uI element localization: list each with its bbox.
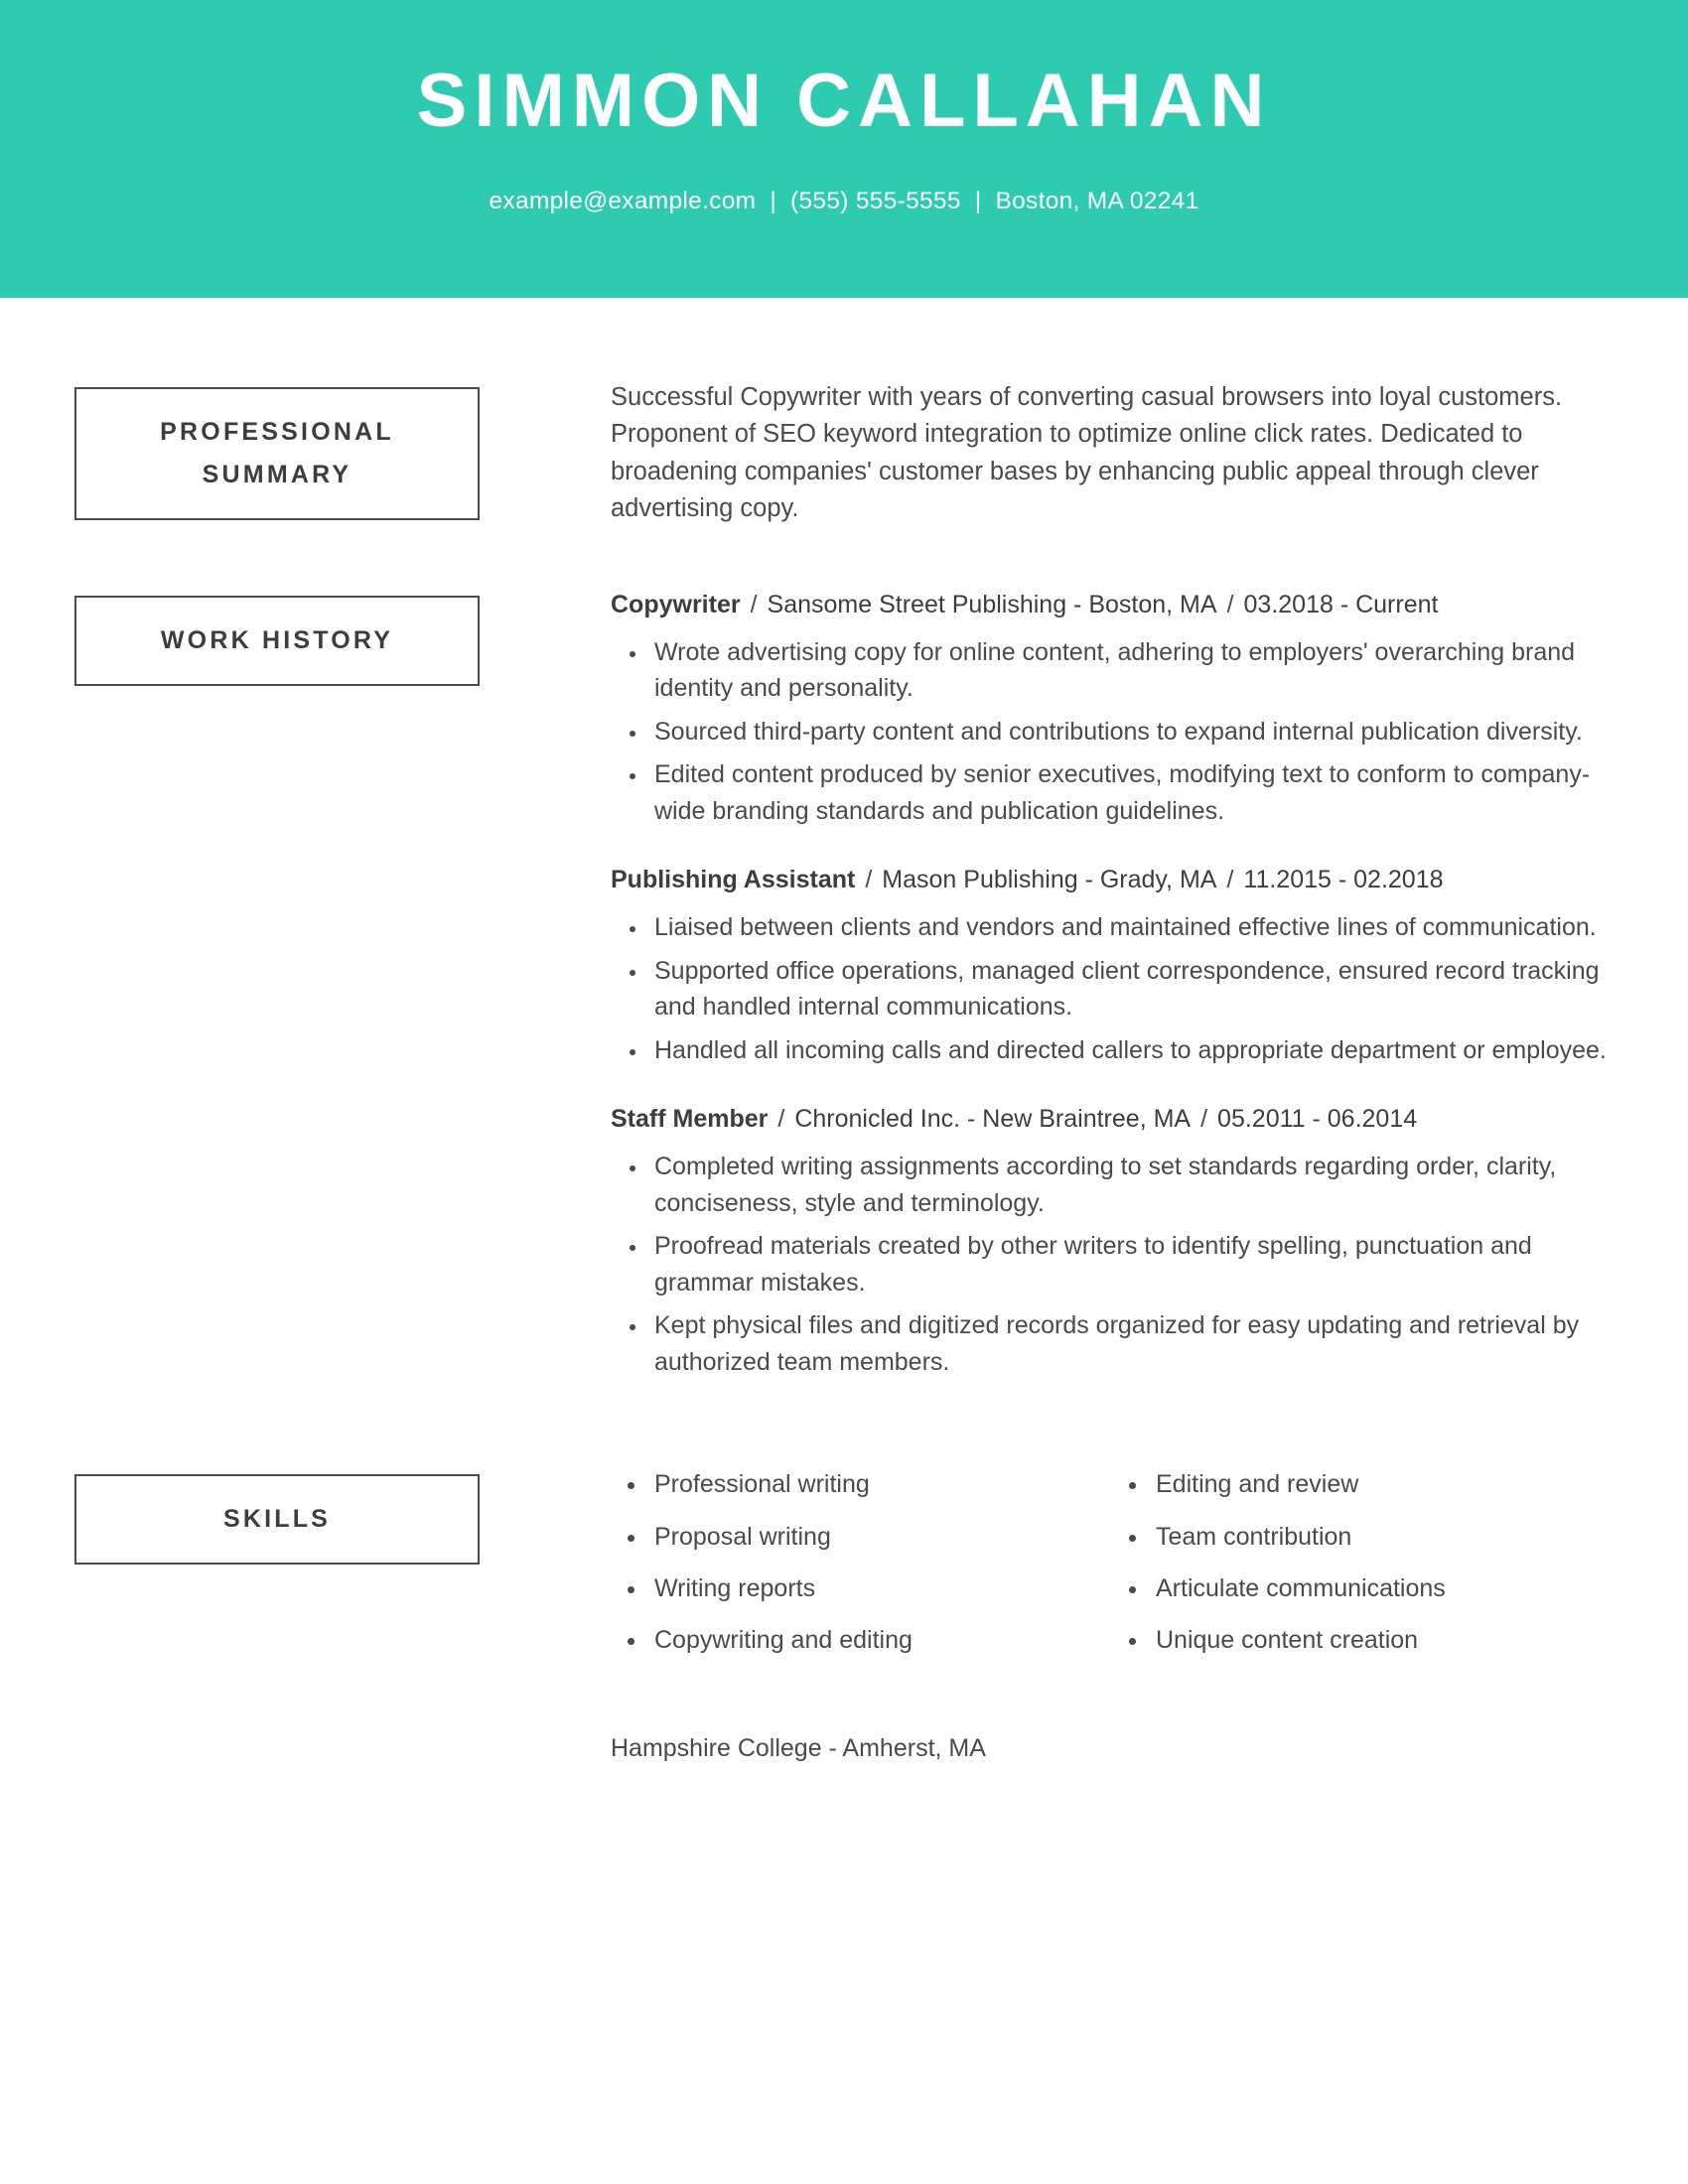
section-heading-skills: SKILLS xyxy=(74,1474,480,1565)
contact-phone: (555) 555-5555 xyxy=(790,187,961,214)
job-title: Publishing Assistant xyxy=(611,866,856,894)
job-title: Copywriter xyxy=(611,590,741,618)
skill-item: • Copywriting and editing xyxy=(648,1622,1112,1658)
contact-separator-2: | xyxy=(974,187,982,214)
job-bullet: • Proofread materials created by other writers to identify spelling, punctuation and grammar mistakes. xyxy=(648,1228,1614,1300)
section-professional-summary xyxy=(74,379,1614,528)
summary-heading-line-1: PROFESSIONAL xyxy=(160,418,394,446)
skill-item: • Unique content creation xyxy=(1150,1622,1614,1658)
job-company: Chronicled Inc. - New Braintree, MA xyxy=(794,1105,1192,1134)
job-bullet-list xyxy=(611,634,1614,830)
section-heading-summary xyxy=(74,387,480,520)
summary-paragraph: Successful Copywriter with years of converting casual browsers into loyal customers. Proponent of SEO keyword integration to optimize online click rates. Dedicated to broadening companies' customer bases by enhancing public appeal through clever advertising copy. xyxy=(611,383,1563,523)
section-education xyxy=(74,1731,1614,1766)
skills-content-column xyxy=(480,1466,1614,1674)
summary-label-column xyxy=(74,379,480,520)
job-separator: / xyxy=(777,1105,785,1134)
skills-list xyxy=(611,1466,1112,1658)
resume-header xyxy=(0,0,1688,298)
spacer-between-skills-and-education xyxy=(74,1674,1614,1731)
contact-line xyxy=(0,187,1688,215)
job-separator: / xyxy=(865,866,873,894)
job-bullet: • Completed writing assignments according to set standards regarding order, clarity, conciseness, style and terminology. xyxy=(648,1149,1614,1221)
spacer-between-work-and-skills xyxy=(74,1387,1614,1466)
contact-email: example@example.com xyxy=(489,187,757,214)
work-entry-header xyxy=(611,863,1614,897)
work-entry xyxy=(611,588,1614,830)
job-bullet: • Wrote advertising copy for online content, adhering to employers' overarching brand identity and personality. xyxy=(648,634,1614,707)
spacer-top xyxy=(74,298,1614,379)
job-bullet: • Edited content produced by senior executives, modifying text to conform to company-wide branding standards and publication guidelines. xyxy=(648,756,1614,829)
job-bullet: • Kept physical files and digitized records organized for easy updating and retrieval by authorized team members. xyxy=(648,1307,1614,1380)
summary-heading-line-2: SUMMARY xyxy=(202,461,352,488)
job-separator: / xyxy=(1226,866,1234,894)
job-separator: / xyxy=(750,590,758,618)
skill-item: • Proposal writing xyxy=(648,1519,1112,1555)
education-label-column xyxy=(74,1731,480,1739)
work-label-column xyxy=(74,588,480,686)
job-bullet: • Supported office operations, managed client correspondence, ensured record tracking and handled internal communications. xyxy=(648,953,1614,1025)
skills-column-right xyxy=(1112,1466,1614,1674)
skills-columns xyxy=(611,1466,1614,1674)
skill-item: • Writing reports xyxy=(648,1570,1112,1606)
work-entry xyxy=(611,863,1614,1068)
job-bullet-list xyxy=(611,1149,1614,1380)
job-bullet: • Sourced third-party content and contributions to expand internal publication diversity. xyxy=(648,714,1614,751)
job-bullet: • Handled all incoming calls and directed callers to appropriate department or employee. xyxy=(648,1032,1614,1069)
work-entry-header xyxy=(611,588,1614,622)
skill-item: • Professional writing xyxy=(648,1466,1112,1502)
summary-content-column xyxy=(480,379,1614,528)
job-bullet-list xyxy=(611,909,1614,1068)
skills-column-left xyxy=(611,1466,1112,1674)
job-bullet: • Liaised between clients and vendors and maintained effective lines of communication. xyxy=(648,909,1614,946)
job-company: Mason Publishing - Grady, MA xyxy=(882,866,1217,894)
skills-label-column xyxy=(74,1466,480,1565)
job-title: Staff Member xyxy=(611,1105,769,1134)
job-dates: 11.2015 - 02.2018 xyxy=(1243,866,1444,894)
job-separator: / xyxy=(1226,590,1234,618)
skill-item: • Editing and review xyxy=(1150,1466,1614,1502)
contact-location: Boston, MA 02241 xyxy=(995,187,1199,214)
candidate-name: SIMMON CALLAHAN xyxy=(416,59,1272,143)
education-content-column xyxy=(480,1731,1614,1766)
education-entry: Hampshire College - Amherst, MA xyxy=(611,1734,986,1763)
resume-body xyxy=(0,298,1688,1766)
skills-list xyxy=(1112,1466,1614,1658)
section-heading-work-history: WORK HISTORY xyxy=(74,596,480,686)
section-work-history xyxy=(74,588,1614,1388)
spacer-between-summary-and-work xyxy=(74,528,1614,588)
job-separator: / xyxy=(1200,1105,1208,1134)
work-entry xyxy=(611,1102,1614,1380)
skill-item: • Articulate communications xyxy=(1150,1570,1614,1606)
contact-separator-1: | xyxy=(770,187,777,214)
work-entry-header xyxy=(611,1102,1614,1137)
job-company: Sansome Street Publishing - Boston, MA xyxy=(767,590,1217,618)
job-dates: 03.2018 - Current xyxy=(1243,590,1439,618)
job-dates: 05.2011 - 06.2014 xyxy=(1217,1105,1418,1134)
skill-item: • Team contribution xyxy=(1150,1519,1614,1555)
work-content-column xyxy=(480,588,1614,1388)
section-skills xyxy=(74,1466,1614,1674)
